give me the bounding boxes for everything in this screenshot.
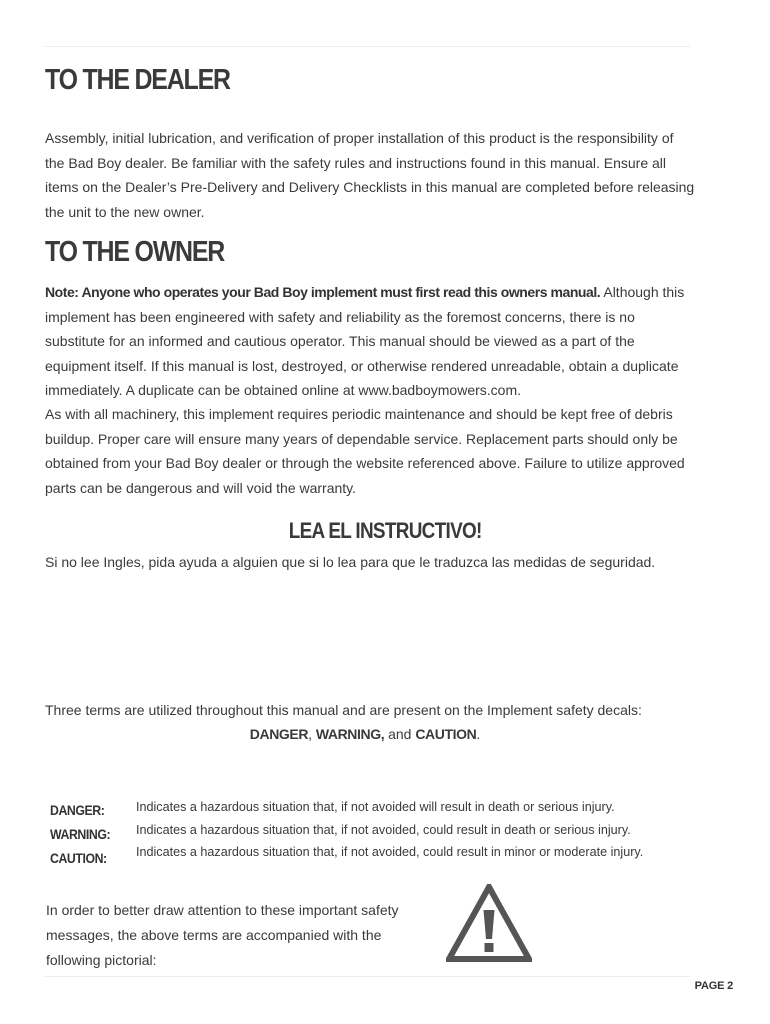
term-caution: CAUTION bbox=[415, 726, 477, 742]
page-number: PAGE 2 bbox=[694, 980, 733, 992]
pictorial-paragraph: In order to better draw attention to these important safety messages, the above terms are accompanied with the following pictorial: bbox=[46, 902, 399, 968]
definition-caution bbox=[50, 845, 730, 870]
spanish-heading bbox=[0, 518, 770, 544]
term-end: . bbox=[476, 726, 481, 742]
to-the-owner-heading: TO THE OWNER bbox=[45, 236, 225, 268]
bottom-divider bbox=[45, 976, 690, 977]
definition-term: CAUTION: bbox=[50, 850, 107, 866]
term-danger: DANGER bbox=[249, 726, 309, 742]
warning-triangle-icon bbox=[446, 884, 532, 962]
definition-term: DANGER: bbox=[50, 802, 105, 818]
terms-list bbox=[0, 723, 730, 745]
top-divider bbox=[45, 46, 690, 47]
definition-warning bbox=[50, 824, 730, 846]
definition-text: Indicates a hazardous situation that, if not avoided will result in death or serious injury. bbox=[136, 800, 615, 814]
definition-term: WARNING: bbox=[50, 826, 111, 842]
terms-intro: Three terms are utilized throughout this manual and are present on the Implement safety decals: bbox=[45, 702, 642, 718]
term-separator: , bbox=[308, 726, 316, 742]
term-and: and bbox=[384, 726, 416, 742]
term-warning: WARNING, bbox=[315, 726, 385, 742]
spanish-heading-text: LEA EL INSTRUCTIVO! bbox=[288, 518, 482, 543]
definition-danger bbox=[50, 800, 730, 822]
owner-note-paragraph bbox=[45, 280, 695, 403]
definition-text: Indicates a hazardous situation that, if not avoided, could result in minor or moderate injury. bbox=[136, 845, 644, 859]
spanish-paragraph: Si no lee Ingles, pida ayuda a alguien que si lo lea para que le traduzca las medidas de seguridad. bbox=[45, 554, 656, 570]
dealer-paragraph: Assembly, initial lubrication, and verification of proper installation of this product is the responsibility of the Bad Boy dealer. Be familiar with the safety rules and instructions found in this manual. Ensure all items on the Dealer’s Pre-Delivery and Delivery Checklists in this manual are completed before releasing the unit to the new owner. bbox=[45, 130, 695, 220]
definition-text: Indicates a hazardous situation that, if not avoided, could result in death or serious injury. bbox=[136, 823, 631, 837]
owner-note-lead: Note: Anyone who operates your Bad Boy implement must first read this owners manual. bbox=[45, 284, 601, 300]
owner-note-body: Although this implement has been engineered with safety and reliability as the foremost concerns, there is no substitute for an informed and cautious operator. This manual should be viewed as a part of the equipment itself. If this manual is lost, destroyed, or otherwise rendered unreadable, obtain a duplicate immediately. A duplicate can be obtained online at www.badboymowers.com. bbox=[45, 284, 685, 399]
machinery-paragraph: As with all machinery, this implement requires periodic maintenance and should be kept free of debris buildup. Proper care will ensure many years of dependable service. Replacement parts should only be obtained from your Bad Boy dealer or through the website referenced above. Failure to utilize approved parts can be dangerous and will void the warranty. bbox=[45, 406, 685, 496]
to-the-dealer-heading: TO THE DEALER bbox=[45, 64, 230, 96]
